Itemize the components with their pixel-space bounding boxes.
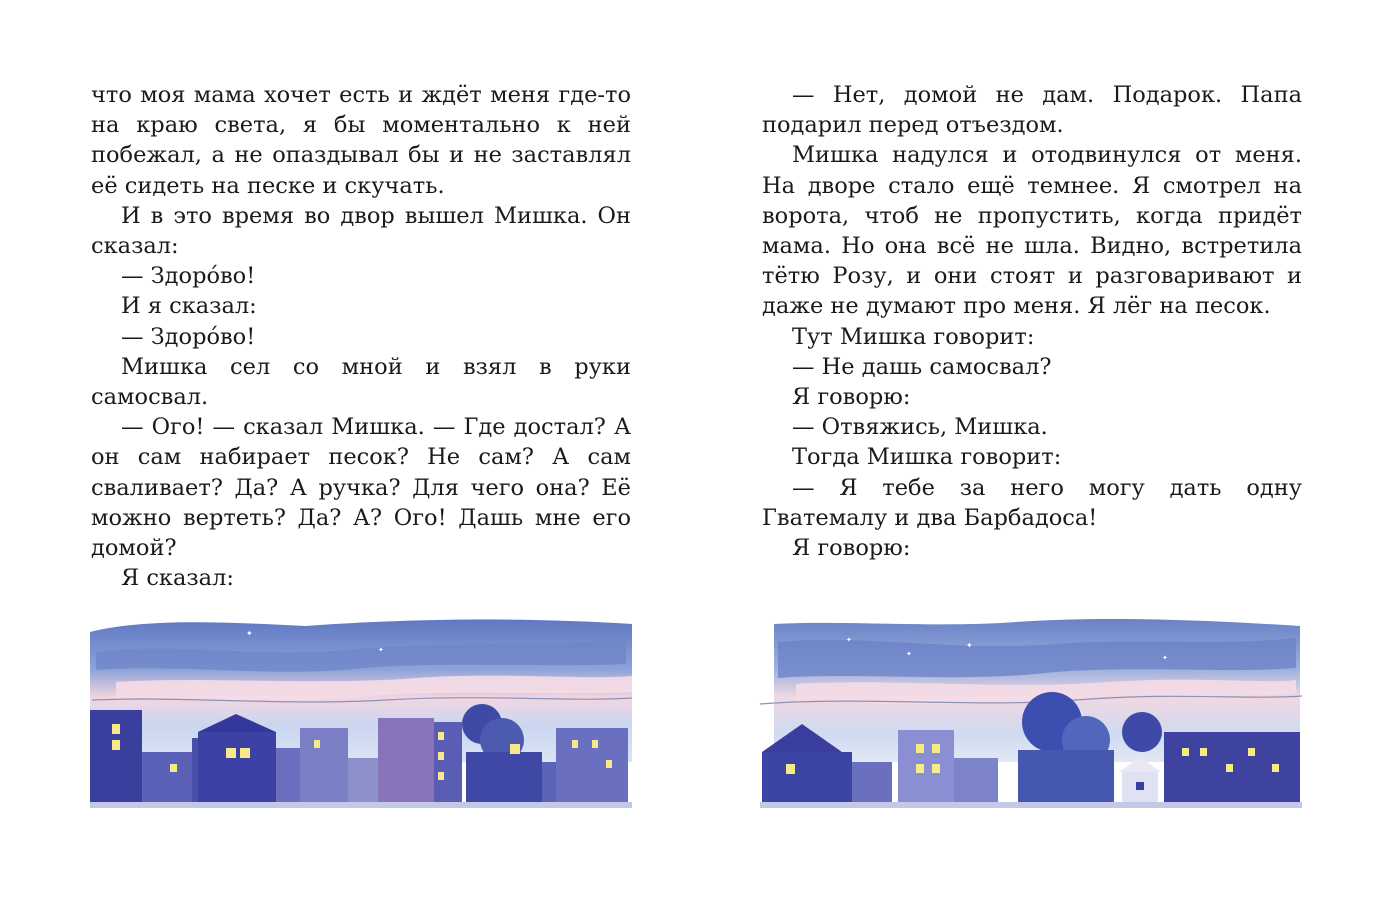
- svg-text:✦: ✦: [1162, 654, 1168, 662]
- paragraph: И я сказал:: [121, 293, 257, 320]
- evening-cityscape-illustration: [86, 612, 636, 808]
- paragraph: — Нет, домой не дам. Подарок. Папа подарил перед отъездом.: [762, 82, 1302, 139]
- right-page-text: [762, 80, 1302, 563]
- svg-text:✦: ✦: [906, 650, 912, 658]
- paragraph: — Ого! — сказал Мишка. — Где достал? А он сам набирает песок? Не сам? А сам сваливает? Да? А ручка? Для чего она? Её можно вертеть? Да? А? Ого! Дашь мне его домой?: [91, 414, 631, 562]
- paragraph: Я сказал:: [121, 565, 234, 592]
- paragraph: Мишка сел со мной и взял в руки самосвал.: [91, 353, 631, 411]
- right-page: [698, 0, 1396, 918]
- svg-text:✦: ✦: [378, 646, 384, 654]
- paragraph: Тут Мишка говорит:: [792, 323, 1035, 350]
- paragraph: что моя мама хочет есть и ждёт меня где‑то на краю света, я бы моментально к ней побежал, а не опаздывал бы и не заставлял её сидеть на песке и скучать.: [91, 82, 631, 199]
- paragraph: И в это время во двор вышел Мишка. Он сказал:: [91, 202, 631, 260]
- svg-text:✦: ✦: [846, 636, 852, 644]
- left-page-text: [91, 80, 631, 593]
- paragraph: — Я тебе за него могу дать одну Гватемалу и два Барбадоса!: [762, 474, 1302, 531]
- svg-text:✦: ✦: [246, 629, 253, 638]
- svg-text:✦: ✦: [966, 641, 973, 650]
- paragraph: — Здоро́во!: [121, 323, 256, 350]
- paragraph: — Здоро́во!: [121, 263, 256, 290]
- paragraph: — Не дашь самосвал?: [792, 353, 1052, 380]
- evening-cityscape-illustration: [756, 612, 1306, 808]
- paragraph: Я говорю:: [792, 384, 911, 411]
- paragraph: — Отвяжись, Мишка.: [792, 414, 1048, 441]
- paragraph: Я говорю:: [792, 535, 911, 562]
- paragraph: Тогда Мишка говорит:: [792, 444, 1062, 471]
- paragraph: Мишка надулся и отодвинулся от меня. На дворе стало ещё темнее. Я смотрел на ворота, чтоб не пропустить, когда придёт мама. Но она всё не шла. Видно, встретила тётю Розу, и они стоят и разговаривают и даже не думают про меня. Я лёг на песок.: [762, 142, 1302, 320]
